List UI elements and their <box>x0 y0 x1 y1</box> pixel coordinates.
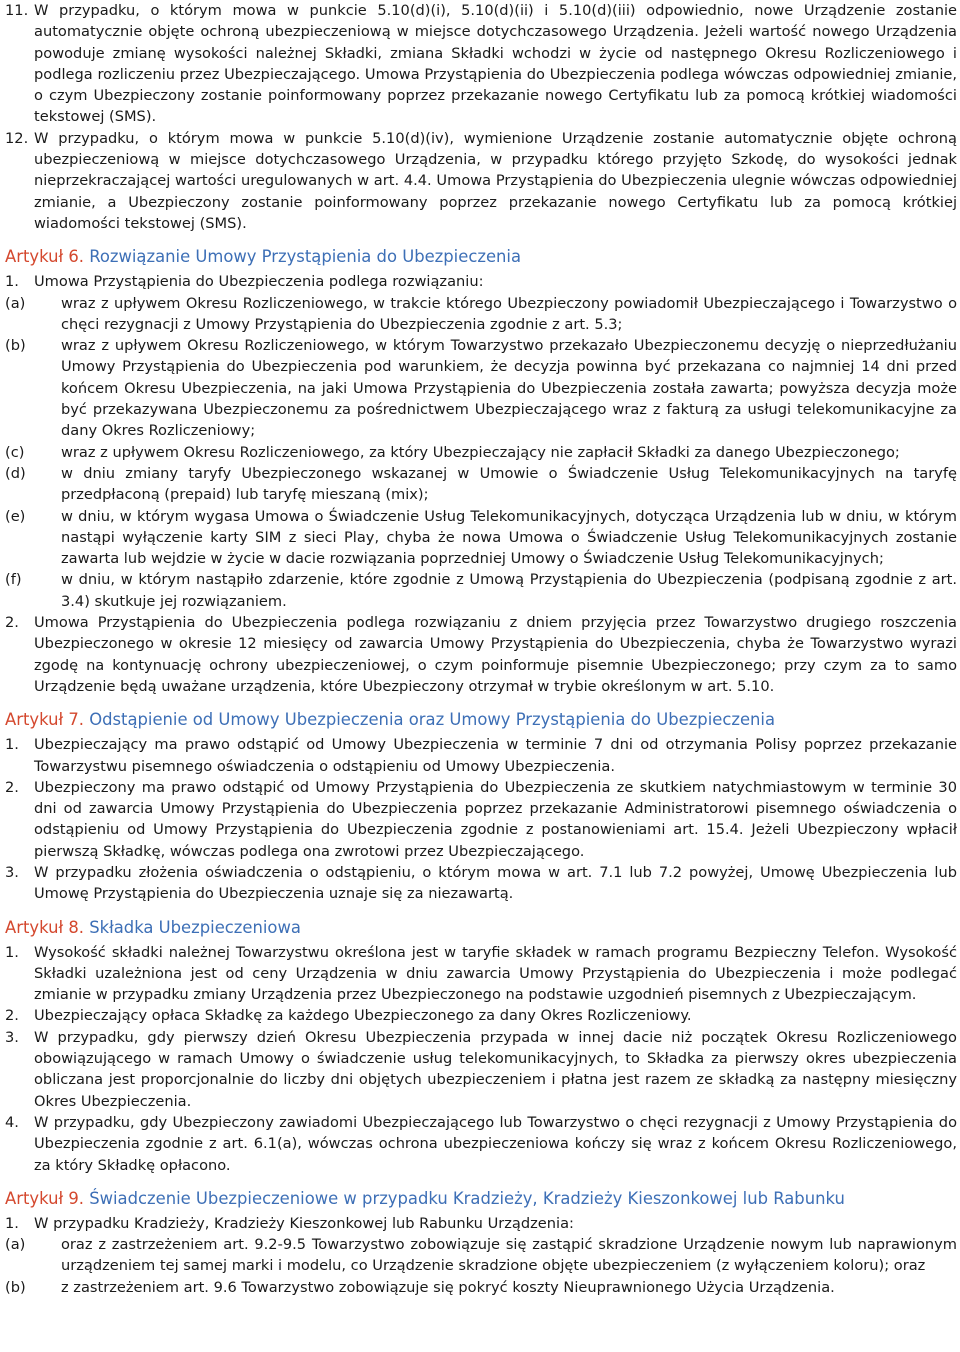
subitem-text: w dniu, w którym nastąpiło zdarzenie, które zgodnie z Umową Przystąpienia do Ubezpieczenia (podpisaną zgodnie z art. 3.4) skutkuje jej rozwiązaniem. <box>61 571 957 610</box>
article-title: Składka Ubezpieczeniowa <box>89 917 301 937</box>
paragraph-text: Ubezpieczający opłaca Składkę za każdego Ubezpieczonego za dany Okres Rozliczeniowy. <box>34 1007 692 1025</box>
article-7-item-2 <box>5 777 957 862</box>
subitem-text: wraz z upływem Okresu Rozliczeniowego, w trakcie którego Ubezpieczony powiadomił Ubezpieczającego i Towarzystwo o chęci rezygnacji z Umowy Przystąpienia do Ubezpieczenia zgodnie z art. 5.3; <box>61 294 957 333</box>
paragraph-number: 2. <box>5 778 19 796</box>
subitem-label: (f) <box>5 571 22 589</box>
article-7-heading <box>5 709 957 731</box>
paragraph-number: 1. <box>5 1214 19 1232</box>
article-8-item-1 <box>5 942 957 1006</box>
article-6-subitem-c <box>5 442 957 463</box>
subitem-label: (d) <box>5 464 26 482</box>
subitem-text: wraz z upływem Okresu Rozliczeniowego, za który Ubezpieczający nie zapłacił Składki za danego Ubezpieczonego; <box>61 443 900 461</box>
subitem-label: (a) <box>5 1236 26 1254</box>
article-label: Artykuł 6. <box>5 247 84 267</box>
paragraph-text: Ubezpieczony ma prawo odstąpić od Umowy Przystąpienia do Ubezpieczenia ze skutkiem natychmiastowym w terminie 30 dni od zawarcia Umowy Przystąpienia do Ubezpieczenia poprzez przekazanie Administratorowi pisemnego oświadczenia o odstąpieniu od Umowy Przystąpienia do Ubezpieczenia zgodnie z postanowieniami art. 15.4. Jeżeli Ubezpieczony wpłacił pierwszą Składkę, wówczas podlega ona zwrotowi przez Ubezpieczającego. <box>34 778 957 860</box>
subitem-text: wraz z upływem Okresu Rozliczeniowego, w którym Towarzystwo przekazało Ubezpieczonemu decyzję o nieprzedłużaniu Umowy Przystąpienia do Ubezpieczenia pod warunkiem, że decyzja powinna być przekazana co najmniej 14 dni przed końcem Okresu Ubezpieczenia, na jaki Umowa Przystąpienia do Ubezpieczenia została zawarta; powyższa decyzja może być przekazywana Ubezpieczonemu za pośrednictwem Ubezpieczającego wraz z fakturą za usługi telekomunikacyjne za dany Okres Rozliczeniowy; <box>61 337 957 440</box>
paragraph-text: W przypadku złożenia oświadczenia o odstąpieniu, o którym mowa w art. 7.1 lub 7.2 powyżej, Umowę Ubezpieczenia lub Umowę Przystąpienia do Ubezpieczenia uznaje się za niezawartą. <box>34 863 957 903</box>
paragraph-text: W przypadku Kradzieży, Kradzieży Kieszonkowej lub Rabunku Urządzenia: <box>34 1214 574 1232</box>
article-title: Odstąpienie od Umowy Ubezpieczenia oraz Umowy Przystąpienia do Ubezpieczenia <box>89 710 776 730</box>
article-label: Artykuł 8. <box>5 917 84 937</box>
article-6-subitem-e <box>5 506 957 570</box>
paragraph-text: Umowa Przystąpienia do Ubezpieczenia podlega rozwiązaniu z dniem przyjęcia przez Towarzystwo drugiego roszczenia Ubezpieczonego w okresie 12 miesięcy od zawarcia Umowy Przystąpienia do Ubezpieczenia, chyba że Towarzystwo wyrazi zgodę na kontynuację ochrony ubezpieczeniowej, o czym poinformuje pisemnie Ubezpieczonego; przy czym za to samo Urządzenie będą uważane urządzenia, które Ubezpieczony otrzymał w trybie określonym w art. 5.10. <box>34 614 957 695</box>
subitem-text: oraz z zastrzeżeniem art. 9.2-9.5 Towarzystwo zobowiązuje się zastąpić skradzione Urządzenie nowym lub naprawionym urządzeniem tej samej marki i modelu, co Urządzenie skradzione objęte ubezpieczeniem (z wyłączeniem koloru); oraz <box>61 1236 957 1275</box>
paragraph-11 <box>5 0 957 128</box>
paragraph-number: 12. <box>5 129 29 147</box>
subitem-text: z zastrzeżeniem art. 9.6 Towarzystwo zobowiązuje się pokryć koszty Nieuprawnionego Użycia Urządzenia. <box>61 1278 835 1296</box>
article-title: Rozwiązanie Umowy Przystąpienia do Ubezpieczenia <box>89 247 522 267</box>
paragraph-number: 1. <box>5 736 19 754</box>
paragraph-number: 1. <box>5 943 19 961</box>
paragraph-number: 2. <box>5 614 19 632</box>
article-8-heading <box>5 917 957 939</box>
article-8-item-2 <box>5 1005 957 1026</box>
article-label: Artykuł 7. <box>5 710 84 730</box>
subitem-label: (b) <box>5 337 26 355</box>
article-6-subitem-b <box>5 335 957 441</box>
article-9-subitem-a <box>5 1234 957 1277</box>
paragraph-number: 4. <box>5 1113 19 1131</box>
subitem-text: w dniu, w którym wygasa Umowa o Świadczenie Usług Telekomunikacyjnych, dotycząca Urządzenia lub w dniu, w którym nastąpi wyłączenie karty SIM z sieci Play, chyba że nowa Umowa o Świadczenie Usług Telekomunikacyjnych zostanie zawarta lub wejdzie w życie w dacie rozwiązania poprzedniej Umowy o Świadczenie Usług Telekomunikacyjnych; <box>61 507 957 568</box>
subitem-text: w dniu zmiany taryfy Ubezpieczonego wskazanej w Umowie o Świadczenie Usług Telekomunikacyjnych na taryfę przedpłaconą (prepaid) lub taryfę mieszaną (mix); <box>61 464 957 504</box>
paragraph-text: W przypadku, gdy Ubezpieczony zawiadomi Ubezpieczającego lub Towarzystwo o chęci rezygnacji z Umowy Przystąpienia do Ubezpieczenia zgodnie z art. 6.1(a), wówczas ochrona ubezpieczeniowa kończy się wraz z końcem Okresu Rozliczeniowego, za który Składkę opłacono. <box>34 1113 957 1174</box>
paragraph-number: 1. <box>5 273 19 291</box>
paragraph-text: Ubezpieczający ma prawo odstąpić od Umowy Ubezpieczenia w terminie 7 dni od otrzymania Polisy poprzez przekazanie Towarzystwu pisemnego oświadczenia o odstąpieniu od Umowy Ubezpieczenia. <box>34 736 957 775</box>
article-6-heading <box>5 246 957 268</box>
article-7-item-1 <box>5 734 957 777</box>
paragraph-number: 11. <box>5 2 29 19</box>
paragraph-text: Umowa Przystąpienia do Ubezpieczenia podlega rozwiązaniu: <box>34 273 484 291</box>
subitem-label: (b) <box>5 1278 26 1296</box>
paragraph-number: 3. <box>5 1028 19 1046</box>
article-6-subitem-d <box>5 463 957 506</box>
paragraph-12 <box>5 128 957 234</box>
subitem-label: (a) <box>5 294 26 312</box>
article-9-heading <box>5 1188 957 1210</box>
article-6-subitem-f <box>5 569 957 612</box>
paragraph-number: 2. <box>5 1007 19 1025</box>
article-6-subitem-a <box>5 293 957 336</box>
article-6-item-1 <box>5 271 957 292</box>
article-title: Świadczenie Ubezpieczeniowe w przypadku Kradzieży, Kradzieży Kieszonkowej lub Rabunku <box>89 1188 845 1208</box>
article-9-subitem-b <box>5 1277 957 1298</box>
article-7-item-3 <box>5 862 957 905</box>
paragraph-text: Wysokość składki należnej Towarzystwu określona jest w taryfie składek w ramach programu Bezpieczny Telefon. Wysokość Składki uzależniona jest od ceny Urządzenia w dniu zawarcia Umowy Przystąpienia do Ubezpieczenia i może podlegać zmianie w przypadku zmiany Urządzenia przez Ubezpieczonego na podstawie uzgodnień pisemnych z Ubezpieczającym. <box>34 943 957 1004</box>
article-8-item-4 <box>5 1112 957 1176</box>
article-8-item-3 <box>5 1027 957 1112</box>
paragraph-text: W przypadku, gdy pierwszy dzień Okresu Ubezpieczenia przypada w innej dacie niż początek Okresu Rozliczeniowego obowiązującego w ramach Umowy o świadczenie usług telekomunikacyjnych, to Składka za pierwszy okres ubezpieczenia obliczana jest proporcjonalnie do liczby dni objętych ubezpieczeniem i płatna jest razem ze składką za następny miesięczny Okres Ubezpieczenia. <box>34 1028 957 1110</box>
subitem-label: (e) <box>5 507 26 525</box>
subitem-label: (c) <box>5 443 25 461</box>
paragraph-text: W przypadku, o którym mowa w punkcie 5.10(d)(i), 5.10(d)(ii) i 5.10(d)(iii) odpowiednio, nowe Urządzenie zostanie automatycznie objęte ochroną ubezpieczeniową w miejsce dotychczasowego Urządzenia. Jeżeli wartość nowego Urządzenia powoduje zmianę wysokości należnej Składki, zmiana Składki wchodzi w życie od następnego Okresu Rozliczeniowego i podlega rozliczeniu przez Ubezpieczającego. Umowa Przystąpienia do Ubezpieczenia podlega wówczas odpowiedniej zmianie, o czym Ubezpieczony zostanie poinformowany poprzez przekazanie nowego Certyfikatu lub za pomocą krótkiej wiadomości tekstowej (SMS). <box>34 2 957 126</box>
paragraph-number: 3. <box>5 863 19 881</box>
article-6-item-2 <box>5 612 957 697</box>
paragraph-text: W przypadku, o którym mowa w punkcie 5.10(d)(iv), wymienione Urządzenie zostanie automatycznie objęte ochroną ubezpieczeniową w miejsce dotychczasowego Urządzenia, w przypadku którego przyjęto Szkodę, do wysokości jednak nieprzekraczającej wartości uregulowanych w art. 4.4. Umowa Przystąpienia do Ubezpieczenia ulegnie wówczas odpowiedniej zmianie, a Ubezpieczony zostanie poinformowany poprzez przekazanie nowego Certyfikatu lub za pomocą krótkiej wiadomości tekstowej (SMS). <box>34 129 957 232</box>
article-label: Artykuł 9. <box>5 1188 84 1208</box>
article-9-item-1 <box>5 1213 957 1234</box>
